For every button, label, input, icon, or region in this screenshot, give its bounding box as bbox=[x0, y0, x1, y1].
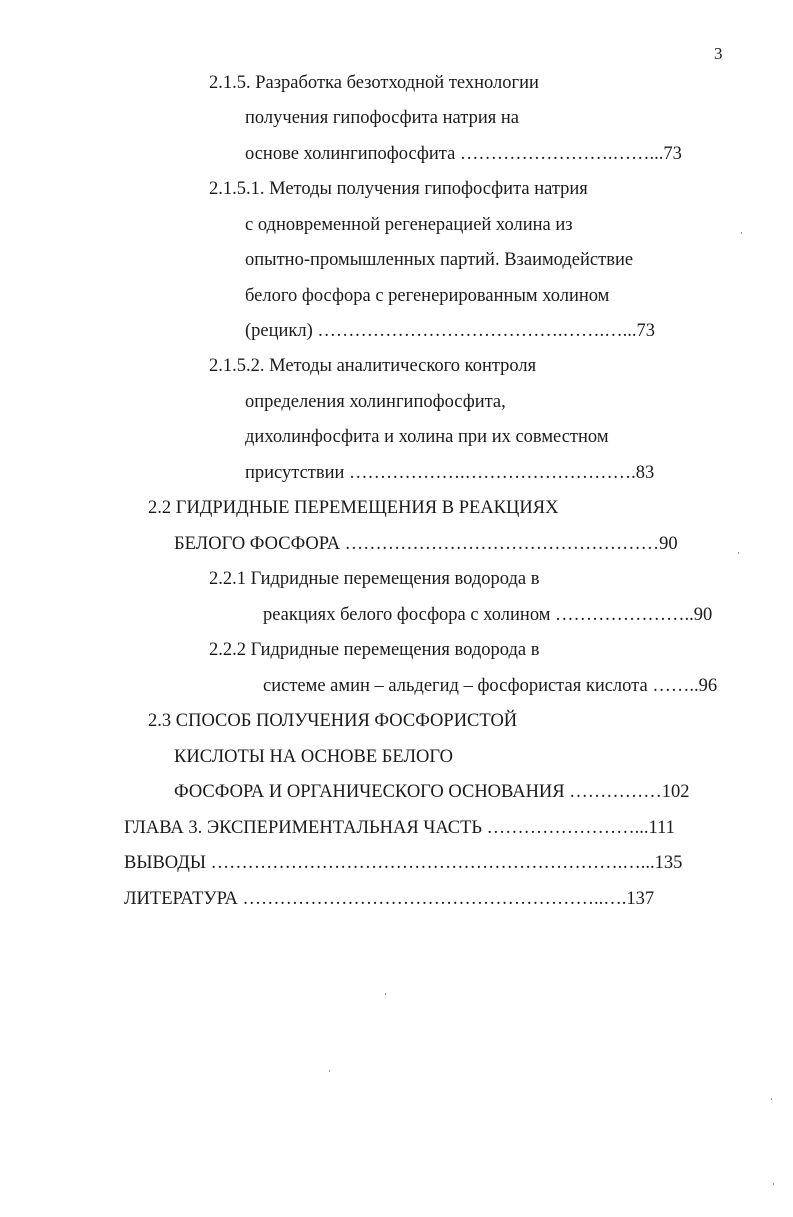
scan-speck bbox=[385, 993, 386, 995]
toc-line-2-1-5-1: 2.1.5.1. Методы получения гипофосфита натрия bbox=[209, 179, 588, 199]
toc-line-2-3-cont-2: ФОСФОРА И ОРГАНИЧЕСКОГО ОСНОВАНИЯ ……………102 bbox=[174, 782, 690, 802]
toc-line-2-2-1-cont: реакциях белого фосфора с холином …………………..90 bbox=[263, 605, 713, 625]
toc-line-conclusions: ВЫВОДЫ ………………………………………………………….…...135 bbox=[124, 853, 683, 873]
toc-line-2-1-5: 2.1.5. Разработка безотходной технологии bbox=[209, 73, 539, 93]
page-number: 3 bbox=[714, 44, 723, 63]
scan-speck bbox=[329, 1070, 330, 1072]
toc-line-2-1-5-1-cont-4: (рецикл) ………………………………….…….…...73 bbox=[245, 321, 656, 341]
toc-line-2-2-1: 2.2.1 Гидридные перемещения водорода в bbox=[209, 569, 540, 589]
toc-line-2-3: 2.3 СПОСОБ ПОЛУЧЕНИЯ ФОСФОРИСТОЙ bbox=[148, 711, 518, 731]
toc-line-2-3-cont-1: КИСЛОТЫ НА ОСНОВЕ БЕЛОГО bbox=[174, 747, 453, 767]
toc-line-2-1-5-2-cont-1: определения холингипофосфита, bbox=[245, 392, 506, 412]
toc-line-2-1-5-1-cont-1: с одновременной регенерацией холина из bbox=[245, 215, 573, 235]
toc-line-2-1-5-cont-2: основе холингипофосфита …………………….……...73 bbox=[245, 144, 682, 164]
toc-line-2-2-cont: БЕЛОГО ФОСФОРА ……………………………………………90 bbox=[174, 534, 678, 554]
scan-speck bbox=[738, 552, 739, 554]
toc-line-2-1-5-2: 2.1.5.2. Методы аналитического контроля bbox=[209, 356, 537, 376]
toc-line-chapter-3: ГЛАВА 3. ЭКСПЕРИМЕНТАЛЬНАЯ ЧАСТЬ ……………………...111 bbox=[124, 818, 675, 838]
toc-line-2-2-2: 2.2.2 Гидридные перемещения водорода в bbox=[209, 640, 540, 660]
scan-speck bbox=[771, 1098, 772, 1100]
toc-line-2-1-5-1-cont-2: опытно-промышленных партий. Взаимодействие bbox=[245, 250, 634, 270]
scan-speck bbox=[773, 1183, 774, 1185]
toc-line-2-1-5-2-cont-3: присутствии ……………….……………………….83 bbox=[245, 463, 655, 483]
scan-speck bbox=[741, 232, 742, 234]
toc-line-2-1-5-1-cont-3: белого фосфора с регенерированным холином bbox=[245, 286, 610, 306]
toc-line-2-1-5-2-cont-2: дихолинфосфита и холина при их совместном bbox=[245, 427, 609, 447]
toc-line-2-1-5-cont-1: получения гипофосфита натрия на bbox=[245, 108, 519, 128]
toc-line-literature: ЛИТЕРАТУРА …………………………………………………..….137 bbox=[124, 889, 655, 909]
toc-line-2-2-2-cont: системе амин – альдегид – фосфористая кислота ……..96 bbox=[263, 676, 718, 696]
toc-line-2-2: 2.2 ГИДРИДНЫЕ ПЕРЕМЕЩЕНИЯ В РЕАКЦИЯХ bbox=[148, 498, 559, 518]
